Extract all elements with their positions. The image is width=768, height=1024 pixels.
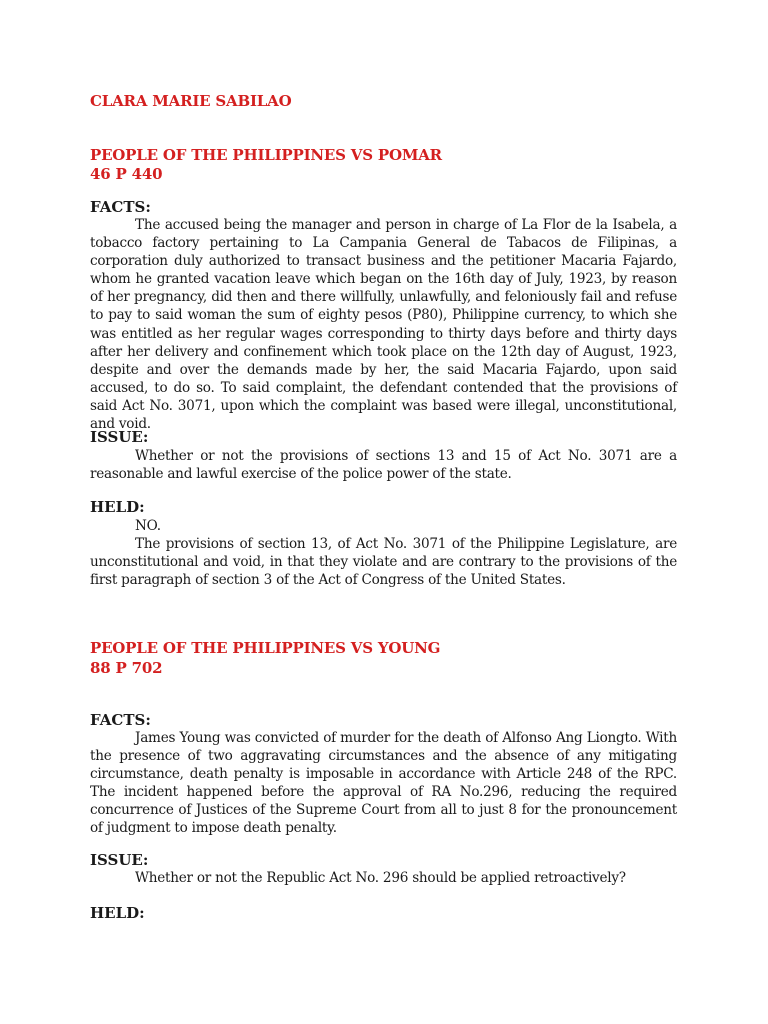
- author-name: CLARA MARIE SABILAO: [90, 92, 292, 110]
- facts-paragraph: James Young was convicted of murder for the death of Alfonso Ang Liongto. With the presence of two aggravating circumstances and the absence of any mitigating circumstance, death penalty is imposable in accordance with Article 248 of the RPC. The incident happened before the approval of RA No.296, reducing the required concurrence of Justices of the Supreme Court from all to just 8 for the pronouncement of judgment to impose death penalty.: [90, 730, 677, 837]
- case-citation: 88 P 702: [90, 659, 163, 677]
- issue-paragraph: Whether or not the Republic Act No. 296 should be applied retroactively?: [135, 870, 626, 886]
- held-heading: HELD:: [90, 904, 145, 922]
- held-answer: NO.: [135, 518, 161, 534]
- facts-heading: FACTS:: [90, 711, 151, 729]
- issue-heading: ISSUE:: [90, 428, 149, 446]
- issue-heading: ISSUE:: [90, 851, 149, 869]
- case-citation: 46 P 440: [90, 165, 163, 183]
- held-paragraph: The provisions of section 13, of Act No. 3071 of the Philippine Legislature, are unconstitutional and void, in that they violate and are contrary to the provisions of the first paragraph of section 3 of the Act of Congress of the United States.: [90, 536, 677, 589]
- issue-paragraph: Whether or not the provisions of sections 13 and 15 of Act No. 3071 are a reasonable and lawful exercise of the police power of the state.: [90, 448, 677, 483]
- facts-paragraph: The accused being the manager and person in charge of La Flor de la Isabela, a tobacco factory pertaining to La Campania General de Tabacos de Filipinas, a corporation duly authorized to transact business and the petitioner Macaria Fajardo, whom he granted vacation leave which began on the 16th day of July, 1923, by reason of her pregnancy, did then and there willfully, unlawfully, and feloniously fail and refuse to pay to said woman the sum of eighty pesos (P80), Philippine currency, to which she was entitled as her regular wages corresponding to thirty days before and thirty days after her delivery and confinement which took place on the 12th day of August, 1923, despite and over the demands made by her, the said Macaria Fajardo, upon said accused, to do so. To said complaint, the defendant contended that the provisions of said Act No. 3071, upon which the complaint was based were illegal, unconstitutional, and void.: [90, 217, 677, 433]
- case-title: PEOPLE OF THE PHILIPPINES VS YOUNG: [90, 639, 441, 657]
- case-title: PEOPLE OF THE PHILIPPINES VS POMAR: [90, 146, 442, 164]
- held-heading: HELD:: [90, 498, 145, 516]
- facts-heading: FACTS:: [90, 198, 151, 216]
